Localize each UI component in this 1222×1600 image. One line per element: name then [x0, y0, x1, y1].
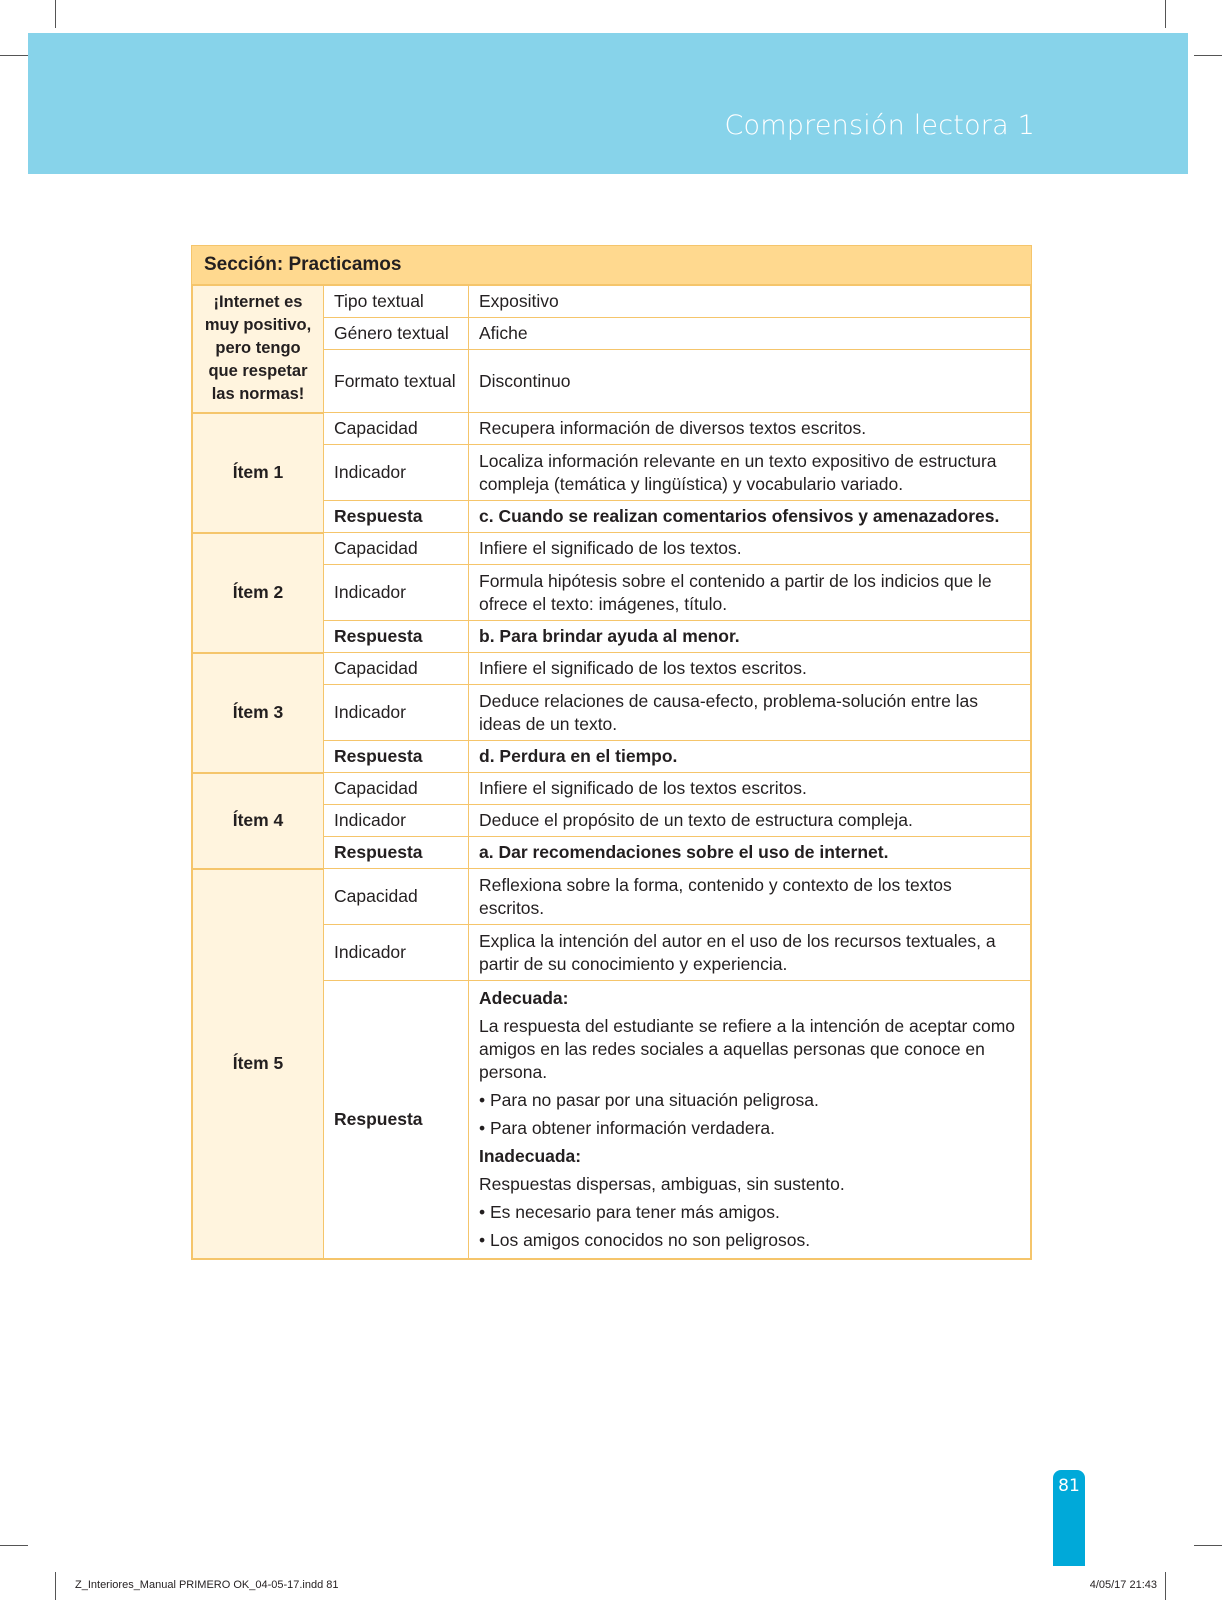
inadecuada-bullet: • Es necesario para tener más amigos. — [479, 1201, 1020, 1224]
inadecuada-bullet: • Los amigos conocidos no son peligrosos. — [479, 1229, 1020, 1252]
capacidad-label: Capacidad — [324, 773, 469, 805]
crop-mark — [0, 1545, 28, 1546]
item-5-label: Ítem 5 — [193, 869, 324, 1259]
crop-mark — [1165, 1572, 1166, 1600]
adecuada-text: La respuesta del estudiante se refiere a la intención de aceptar como amigos en las redes sociales a aquellas personas que conoce en persona. — [479, 1016, 1016, 1082]
practice-table — [191, 245, 1032, 1260]
item-4-label: Ítem 4 — [193, 773, 324, 869]
capacidad-value: Infiere el significado de los textos. — [469, 533, 1031, 565]
indicador-label: Indicador — [324, 805, 469, 837]
section-title: Sección: Practicamos — [192, 246, 1031, 285]
crop-mark — [1194, 1545, 1222, 1546]
capacidad-label: Capacidad — [324, 533, 469, 565]
respuesta-value: d. Perdura en el tiempo. — [469, 741, 1031, 773]
item-3-label: Ítem 3 — [193, 653, 324, 773]
indicador-value: Explica la intención del autor en el uso de los recursos textuales, a partir de su conocimiento y experiencia. — [469, 925, 1031, 981]
respuesta-label: Respuesta — [324, 981, 469, 1259]
crop-mark — [0, 55, 28, 56]
inadecuada-text: Respuestas dispersas, ambiguas, sin sustento. — [479, 1174, 845, 1194]
genero-value: Afiche — [469, 318, 1031, 350]
tipo-value: Expositivo — [469, 286, 1031, 318]
indicador-label: Indicador — [324, 445, 469, 501]
respuesta-value: a. Dar recomendaciones sobre el uso de internet. — [469, 837, 1031, 869]
respuesta-label: Respuesta — [324, 621, 469, 653]
indicador-value: Localiza información relevante en un texto expositivo de estructura compleja (temática y lingüística) y vocabulario variado. — [469, 445, 1031, 501]
date-slug: 4/05/17 21:43 — [1089, 1579, 1157, 1591]
item-2-label: Ítem 2 — [193, 533, 324, 653]
indicador-value: Formula hipótesis sobre el contenido a partir de los indicios que le ofrece el texto: imágenes, título. — [469, 565, 1031, 621]
respuesta-label: Respuesta — [324, 741, 469, 773]
adecuada-bullet: • Para no pasar por una situación peligrosa. — [479, 1089, 1020, 1112]
capacidad-value: Infiere el significado de los textos escritos. — [469, 773, 1031, 805]
indicador-value: Deduce relaciones de causa-efecto, problema-solución entre las ideas de un texto. — [469, 685, 1031, 741]
capacidad-label: Capacidad — [324, 869, 469, 925]
capacidad-label: Capacidad — [324, 653, 469, 685]
formato-label: Formato textual — [324, 350, 469, 413]
page-number: 81 — [1058, 1476, 1080, 1496]
capacidad-value: Reflexiona sobre la forma, contenido y contexto de los textos escritos. — [469, 869, 1031, 925]
capacidad-label: Capacidad — [324, 413, 469, 445]
indicador-value: Deduce el propósito de un texto de estructura compleja. — [469, 805, 1031, 837]
respuesta-detail — [469, 981, 1031, 1259]
text-title: ¡Internet es muy positivo, pero tengo que respetar las normas! — [193, 286, 324, 413]
adecuada-heading: Adecuada: — [479, 988, 569, 1008]
crop-mark — [1194, 55, 1222, 56]
respuesta-label: Respuesta — [324, 501, 469, 533]
respuesta-value: c. Cuando se realizan comentarios ofensivos y amenazadores. — [469, 501, 1031, 533]
genero-label: Género textual — [324, 318, 469, 350]
respuesta-label: Respuesta — [324, 837, 469, 869]
adecuada-bullet: • Para obtener información verdadera. — [479, 1117, 1020, 1140]
indicador-label: Indicador — [324, 565, 469, 621]
crop-mark — [55, 1572, 56, 1600]
indicador-label: Indicador — [324, 925, 469, 981]
indicador-label: Indicador — [324, 685, 469, 741]
item-1-label: Ítem 1 — [193, 413, 324, 533]
tipo-label: Tipo textual — [324, 286, 469, 318]
inadecuada-heading: Inadecuada: — [479, 1146, 582, 1166]
header-band — [28, 33, 1188, 174]
answer-grid — [192, 285, 1031, 1259]
capacidad-value: Infiere el significado de los textos escritos. — [469, 653, 1031, 685]
file-slug: Z_Interiores_Manual PRIMERO OK_04-05-17.indd 81 — [75, 1579, 339, 1591]
crop-mark — [55, 0, 56, 28]
crop-mark — [1165, 0, 1166, 28]
respuesta-value: b. Para brindar ayuda al menor. — [469, 621, 1031, 653]
page-title: Comprensión lectora 1 — [724, 110, 1035, 141]
capacidad-value: Recupera información de diversos textos escritos. — [469, 413, 1031, 445]
formato-value: Discontinuo — [469, 350, 1031, 413]
